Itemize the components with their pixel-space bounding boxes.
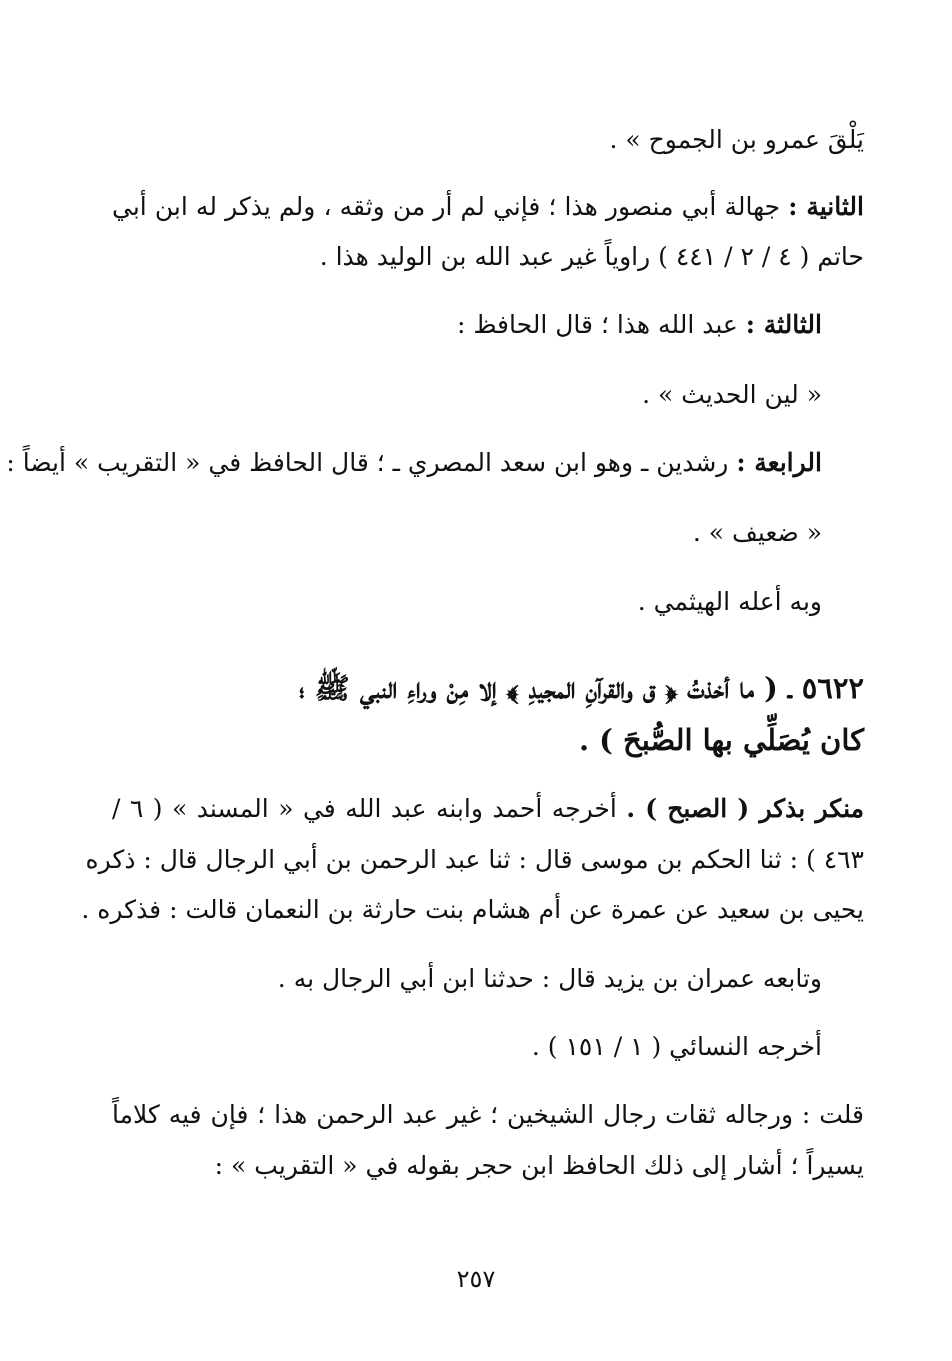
quote-line bbox=[693, 516, 822, 550]
hadith-heading-line bbox=[299, 668, 864, 708]
line-text: يحيى بن سعيد عن عمرة عن أم هشام بنت حارثة بن النعمان قالت : فذكره . bbox=[81, 895, 864, 924]
hadith-heading-line bbox=[579, 720, 864, 760]
line-text: يسيراً ؛ أشار إلى ذلك الحافظ ابن حجر بقوله في « التقريب » : bbox=[214, 1151, 864, 1180]
text-line bbox=[81, 893, 864, 927]
text-line bbox=[532, 1030, 822, 1064]
paragraph-third-point bbox=[457, 308, 822, 342]
paragraph-lead: منكر بذكر ( الصبح ) . bbox=[626, 794, 865, 823]
paragraph-text: عبد الله هذا ؛ قال الحافظ : bbox=[456, 310, 746, 339]
paragraph-lead: الرابعة : bbox=[736, 448, 822, 477]
text-line bbox=[638, 585, 822, 619]
line-text: وتابعه عمران بن يزيد قال : حدثنا ابن أبي الرجال به . bbox=[277, 964, 822, 993]
paragraph-fourth-point bbox=[6, 446, 822, 480]
paragraph-text: جهالة أبي منصور هذا ؛ فإني لم أر من وثقه ، ولم يذكر له ابن أبي bbox=[112, 192, 789, 221]
text-line bbox=[112, 1098, 864, 1132]
hadith-heading-text: كان يُصَلِّي بها الصُّبحَ ) . bbox=[578, 723, 864, 757]
line-text: يَلْقَ عمرو بن الجموح » . bbox=[609, 125, 864, 154]
line-text: حاتم ( ٤ / ٢ / ٤٤١ ) راوياً غير عبد الله بن الوليد هذا . bbox=[319, 242, 864, 271]
paragraph-text: رشدين ـ وهو ابن سعد المصري ـ ؛ قال الحافظ في « التقريب » أيضاً : bbox=[6, 448, 737, 477]
quote-line bbox=[642, 378, 822, 412]
hadith-heading-text: ٥٦٢٢ ـ ( ما أخذتُ ﴿ ق والقرآنِ المجيدِ ﴾ إلا مِنْ وراءِ النبي ﷺ ؛ bbox=[298, 671, 864, 705]
paragraph-text: أخرجه أحمد وابنه عبد الله في « المسند » ( ٦ / bbox=[112, 794, 627, 823]
text-line bbox=[278, 962, 822, 996]
text-line bbox=[215, 1149, 864, 1183]
paragraph-second-point bbox=[112, 190, 864, 224]
line-text: ٤٦٣ ) : ثنا الحكم بن موسى قال : ثنا عبد الرحمن بن أبي الرجال قال : ذكره bbox=[85, 845, 864, 874]
line-text: وبه أعله الهيثمي . bbox=[637, 587, 822, 616]
text-line bbox=[85, 843, 864, 877]
page-number: ٢٥٧ bbox=[456, 1265, 496, 1293]
line-text: قلت : ورجاله ثقات رجال الشيخين ؛ غير عبد الرحمن هذا ؛ فإن فيه كلاماً bbox=[112, 1100, 864, 1129]
paragraph-lead: الثالثة : bbox=[745, 310, 822, 339]
quote-text: « لين الحديث » . bbox=[642, 380, 822, 409]
text-line bbox=[320, 240, 864, 274]
quote-text: « ضعيف » . bbox=[692, 518, 822, 547]
line-text: أخرجه النسائي ( ١ / ١٥١ ) . bbox=[531, 1032, 822, 1061]
paragraph-lead: الثانية : bbox=[788, 192, 864, 221]
paragraph-verdict bbox=[112, 792, 864, 826]
text-line bbox=[610, 123, 865, 157]
